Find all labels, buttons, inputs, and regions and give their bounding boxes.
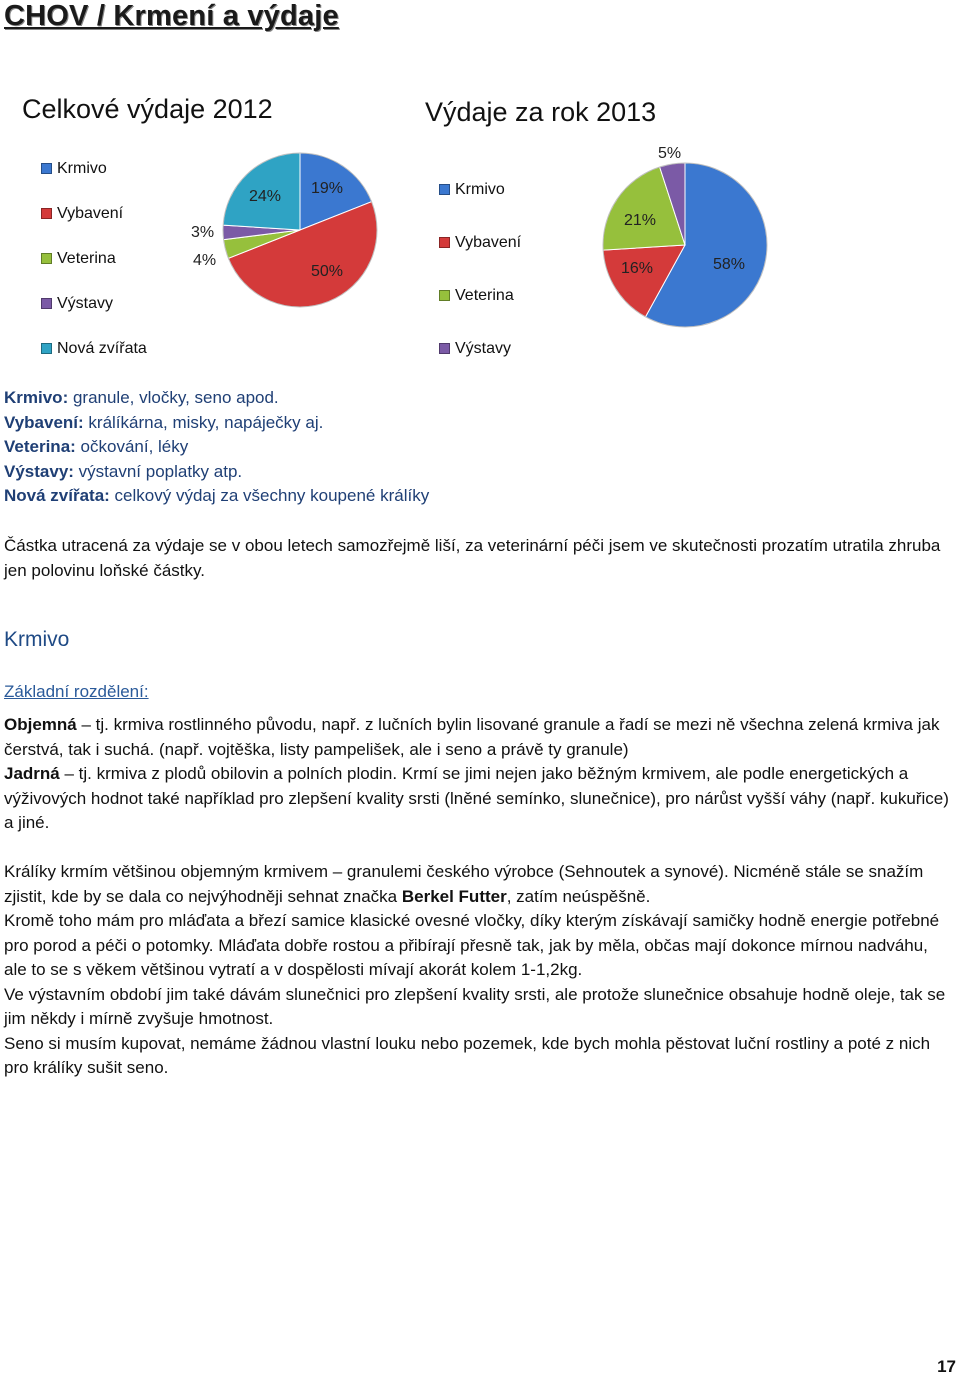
definition-item bbox=[4, 386, 429, 411]
definition-term: Nová zvířata: bbox=[4, 486, 110, 505]
definition-term: Vybavení: bbox=[4, 412, 84, 432]
legend-label: Výstavy bbox=[455, 339, 512, 357]
feed-type-term: Jadrná bbox=[4, 764, 60, 783]
legend-label: Nová zvířata bbox=[57, 339, 147, 357]
feed-type-jadrna bbox=[4, 762, 954, 836]
summary-paragraph: Částka utracená za výdaje se v obou letech samozřejmě liší, za veterinární péči jsem ve skutečnosti prozatím utratila zhruba jen polovinu loňské částky. bbox=[4, 536, 941, 580]
paragraph-text: Králíky krmím většinou objemným krmivem – granulemi českého výrobce (Sehnoutek a synové). Nicméně stále se snažím zjistit, kde by se dala co nejvýhodněji sehnat značka bbox=[4, 862, 924, 906]
chart-2013-title: Výdaje za rok 2013 bbox=[425, 97, 657, 127]
feeding-paragraphs bbox=[4, 860, 954, 1081]
chart-2013-pie bbox=[600, 160, 770, 330]
paragraph-text: , zatím neúspěšně. bbox=[506, 886, 651, 906]
legend-swatch bbox=[41, 163, 52, 174]
pie-label: 4% bbox=[193, 252, 217, 269]
definition-text: granule, vločky, seno apod. bbox=[68, 388, 279, 407]
legend-swatch bbox=[41, 208, 52, 219]
chart-2012-pie bbox=[220, 150, 380, 310]
legend-label: Vybavení bbox=[455, 233, 522, 251]
pie-label: 16% bbox=[621, 260, 654, 277]
brand-name: Berkel Futter bbox=[401, 886, 507, 906]
pie-label: 58% bbox=[713, 256, 746, 273]
section-heading: Krmivo bbox=[4, 628, 70, 651]
pie-label: 21% bbox=[624, 212, 657, 229]
definition-item bbox=[4, 460, 429, 485]
chart-2012-legend bbox=[41, 146, 147, 371]
legend-item bbox=[41, 281, 147, 326]
feed-type-term: Objemná bbox=[4, 715, 77, 734]
legend-item bbox=[439, 163, 521, 216]
legend-swatch bbox=[439, 184, 450, 195]
legend-item bbox=[41, 146, 147, 191]
paragraph: Kromě toho mám pro mláďata a březí samice klasické ovesné vločky, díky kterým získávají samičky hodně energie potřebné pro porod a péči o potomky. Mláďata dobře rostou a přibírají přesně tak, jak by měla, občas mají dokonce mírnou nadváhu, ale to se s věkem většinou vytratí a v dospělosti mívají akorát kolem 1-1,2kg. bbox=[4, 911, 940, 979]
chart-2013-legend bbox=[439, 163, 521, 375]
legend-swatch bbox=[41, 343, 52, 354]
page-title: CHOV / Krmení a výdaje bbox=[4, 0, 339, 32]
pie-label: 5% bbox=[658, 145, 682, 162]
definition-term: Veterina: bbox=[4, 437, 76, 456]
pie-label: 19% bbox=[311, 180, 344, 197]
legend-swatch bbox=[41, 298, 52, 309]
legend-item bbox=[41, 236, 147, 281]
definition-text: králíkárna, misky, napáječky aj. bbox=[83, 412, 324, 432]
pie-label: 24% bbox=[249, 188, 282, 205]
legend-label: Výstavy bbox=[57, 294, 114, 312]
legend-label: Krmivo bbox=[455, 180, 505, 198]
feed-type-objemna bbox=[4, 713, 954, 762]
definitions-list bbox=[4, 386, 429, 509]
legend-item bbox=[439, 322, 521, 375]
legend-swatch bbox=[439, 343, 450, 354]
paragraph: Seno si musím kupovat, nemáme žádnou vlastní louku nebo pozemek, kde bych mohla pěstovat luční rostliny a poté z nich pro králíky sušit seno. bbox=[4, 1033, 931, 1077]
definition-text: očkování, léky bbox=[75, 437, 189, 456]
chart-2012-title: Celkové výdaje 2012 bbox=[22, 94, 273, 124]
paragraph: Ve výstavním období jim také dávám slunečnici pro zlepšení kvality srsti, ale protože slunečnice obsahuje hodně oleje, tak se jim někdy i mírně zvyšuje hmotnost. bbox=[4, 984, 946, 1028]
feed-types bbox=[4, 713, 954, 836]
definition-text: výstavní poplatky atp. bbox=[73, 461, 243, 481]
legend-item bbox=[439, 269, 521, 322]
legend-swatch bbox=[41, 253, 52, 264]
definition-item bbox=[4, 484, 429, 509]
feed-type-text: – tj. krmiva rostlinného původu, např. z lučních bylin lisované granule a řadí se mezi ně všechna zelená krmiva jak čerstvá, tak i suchá. (např. vojtěška, listy pampelišek, ale i seno a právě ty granule) bbox=[4, 715, 940, 759]
definition-term: Krmivo: bbox=[4, 388, 69, 407]
pie-label: 3% bbox=[191, 224, 215, 241]
definition-item bbox=[4, 411, 429, 436]
legend-label: Vybavení bbox=[57, 204, 124, 222]
legend-label: Veterina bbox=[57, 249, 116, 267]
legend-item bbox=[41, 326, 147, 371]
legend-swatch bbox=[439, 237, 450, 248]
legend-label: Krmivo bbox=[57, 159, 107, 177]
legend-item bbox=[41, 191, 147, 236]
definition-item bbox=[4, 435, 429, 460]
page-number: 17 bbox=[937, 1357, 956, 1376]
paragraph bbox=[4, 860, 954, 909]
legend-label: Veterina bbox=[455, 286, 514, 304]
definition-term: Výstavy: bbox=[4, 461, 74, 481]
legend-item bbox=[439, 216, 521, 269]
feed-type-text: – tj. krmiva z plodů obilovin a polních plodin. Krmí se jimi nejen jako běžným krmivem, ale podle energetických a výživových hodnot také například pro zlepšení kvality srsti (lněné semínko, slunečnice), pro nárůst vyšší váhy (např. kukuřice) a jiné. bbox=[4, 764, 949, 832]
legend-swatch bbox=[439, 290, 450, 301]
pie-label: 50% bbox=[311, 263, 344, 280]
definition-text: celkový výdaj za všechny koupené králíky bbox=[109, 486, 430, 505]
subheading: Základní rozdělení: bbox=[4, 682, 149, 701]
